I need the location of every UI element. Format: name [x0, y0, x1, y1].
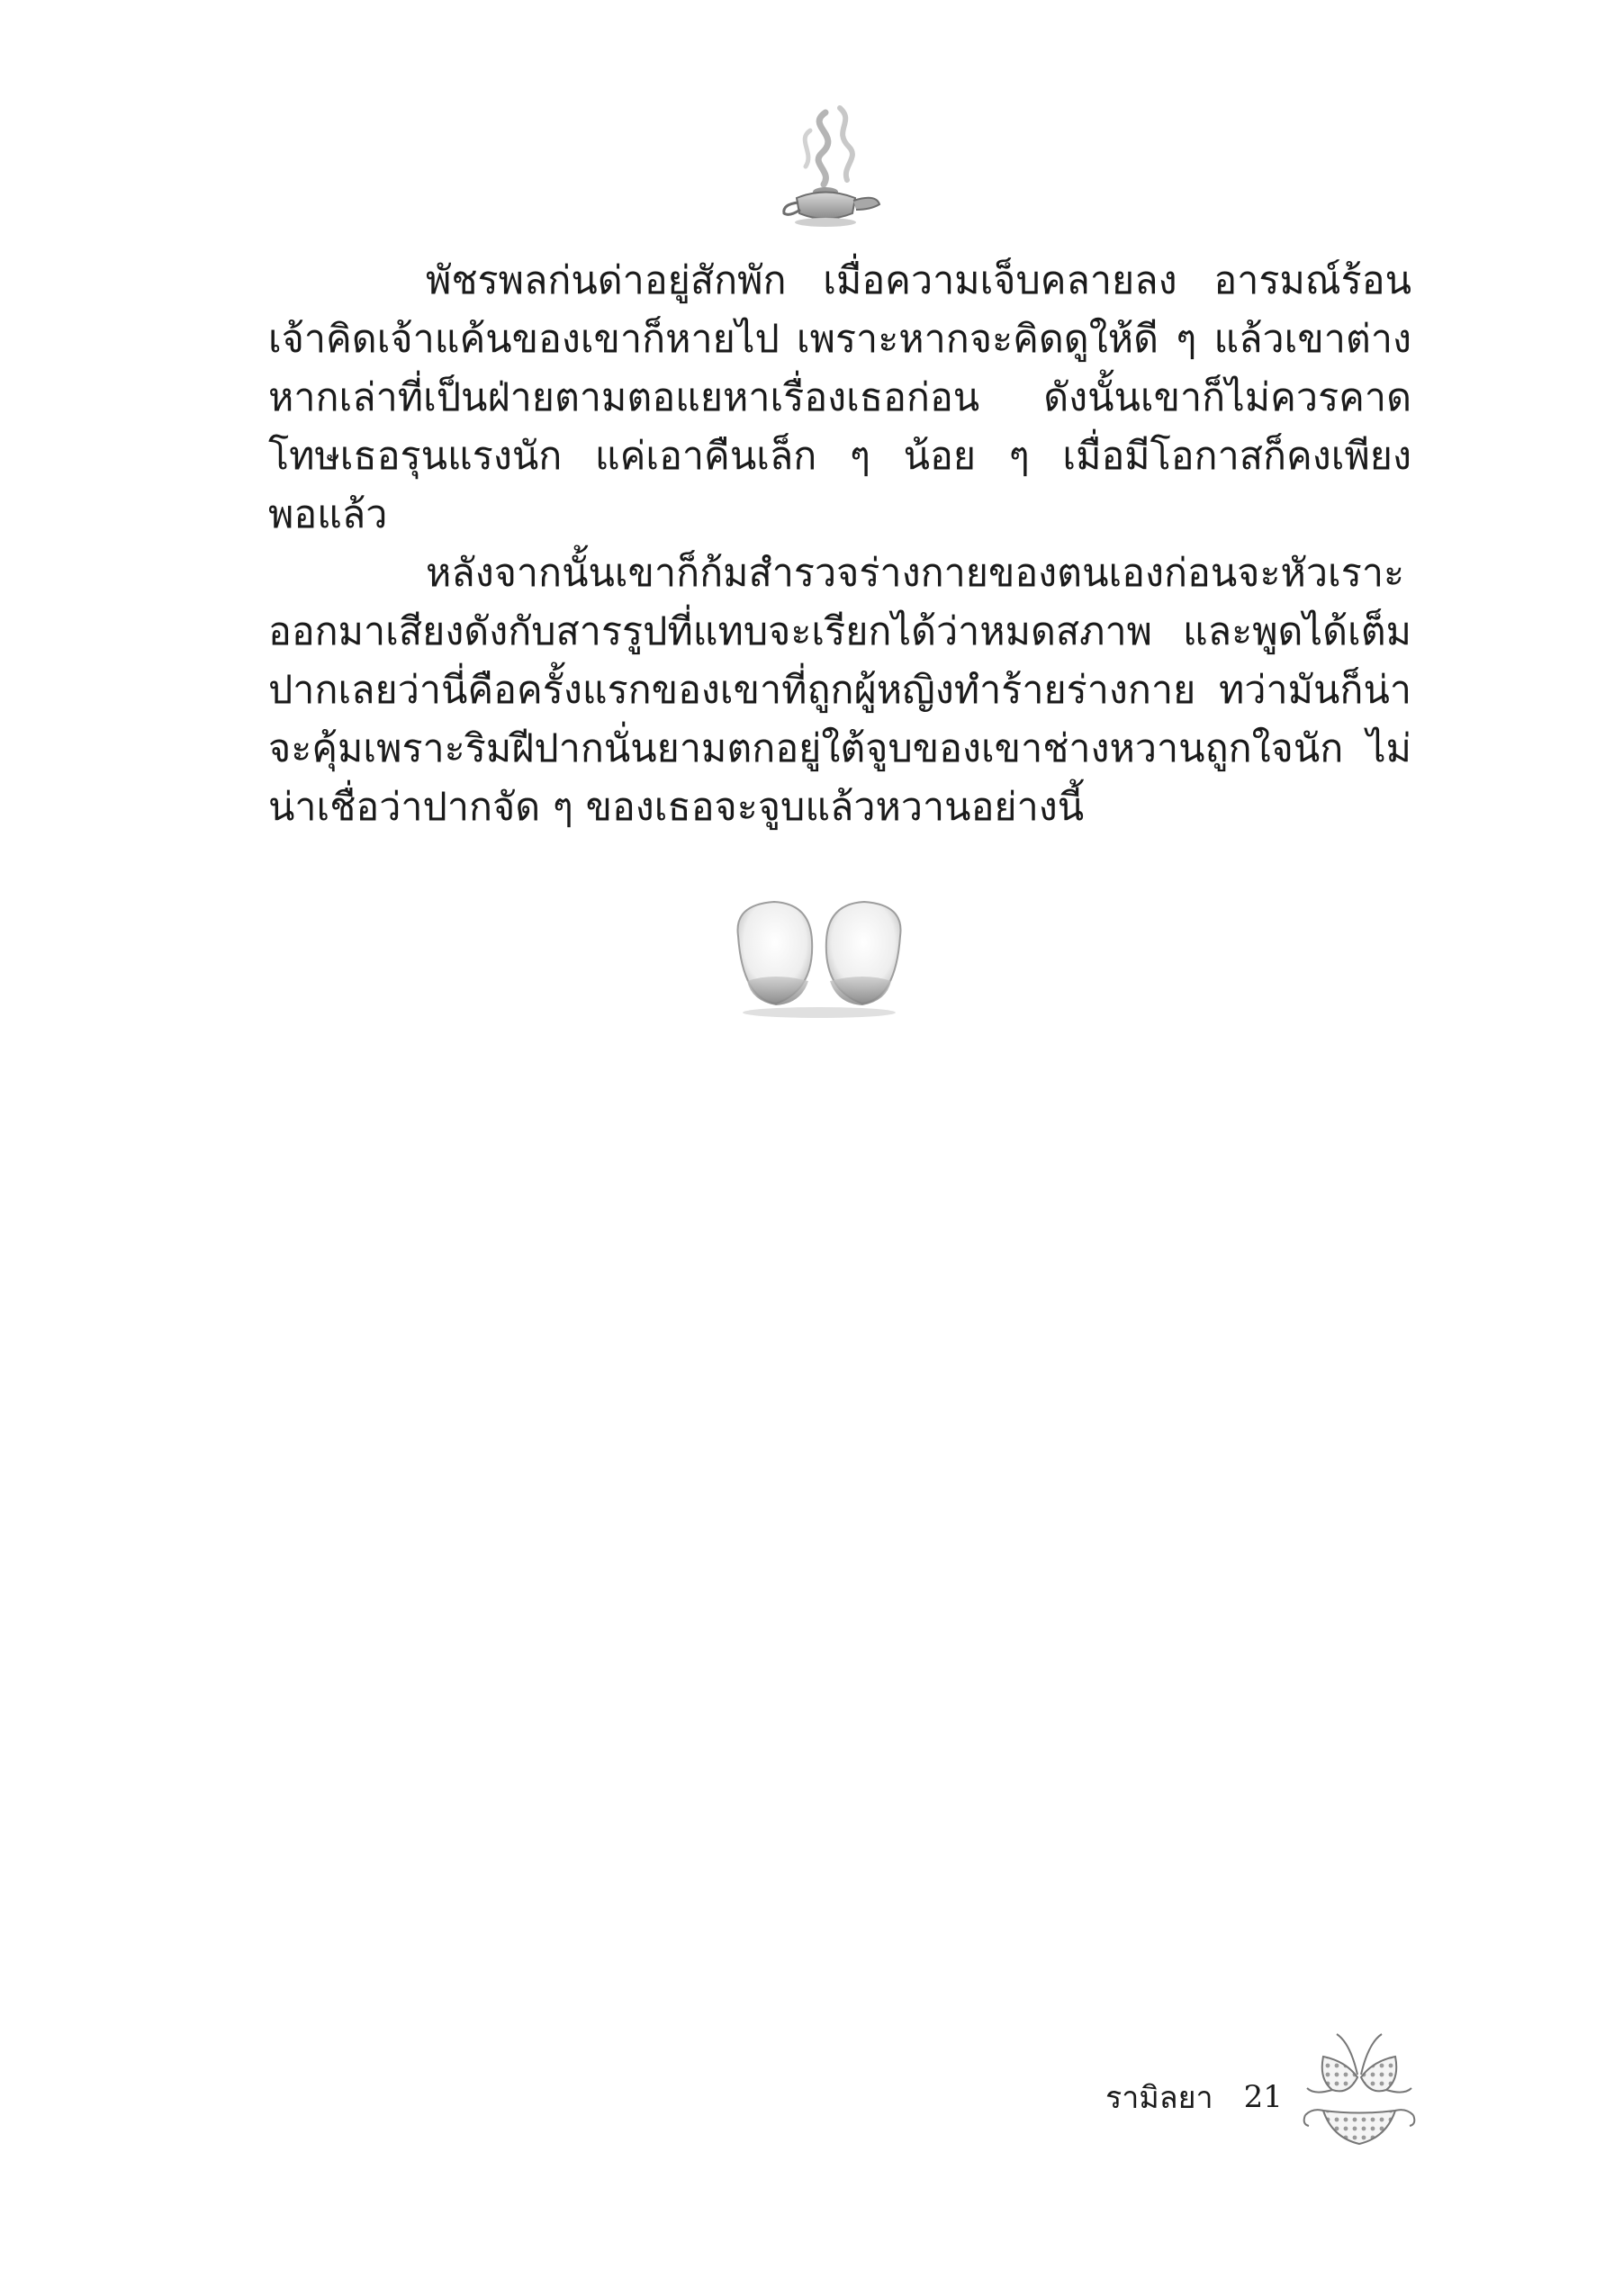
page-footer [1105, 2070, 1285, 2124]
author-name: รามิลยา [1105, 2080, 1213, 2116]
wine-glasses-icon [720, 891, 918, 1026]
teapot-steam-icon [770, 104, 887, 234]
bikini-icon [1296, 2025, 1422, 2160]
paragraph-2: หลังจากนั้นเขาก็ก้มสำรวจร่างกายของตนเองก่อนจะหัวเราะออกมาเสียงดังกับสารรูปที่แทบจะเรียกได้ว่าหมดสภาพ และพูดได้เต็มปากเลยว่านี่คือครั้งแรกของเขาที่ถูกผู้หญิงทำร้ายร่างกาย ทว่ามันก็น่าจะคุ้มเพราะริมฝีปากนั่นยามตกอยู่ใต้จูบของเขาช่างหวานถูกใจนัก ไม่น่าเชื่อว่าปากจัด ๆ ของเธอจะจูบแล้วหวานอย่างนี้ [268, 551, 1411, 830]
page-number: 21 [1243, 2079, 1283, 2115]
paragraph-1: พัชรพลก่นด่าอยู่สักพัก เมื่อความเจ็บคลายลง อารมณ์ร้อนเจ้าคิดเจ้าแค้นของเขาก็หายไป เพราะหากจะคิดดูให้ดี ๆ แล้วเขาต่างหากเล่าที่เป็นฝ่ายตามตอแยหาเรื่องเธอก่อน ดังนั้นเขาก็ไม่ควรคาดโทษเธอรุนแรงนัก แค่เอาคืนเล็ก ๆ น้อย ๆ เมื่อมีโอกาสก็คงเพียงพอแล้ว [268, 258, 1411, 537]
body-text [268, 252, 1411, 837]
